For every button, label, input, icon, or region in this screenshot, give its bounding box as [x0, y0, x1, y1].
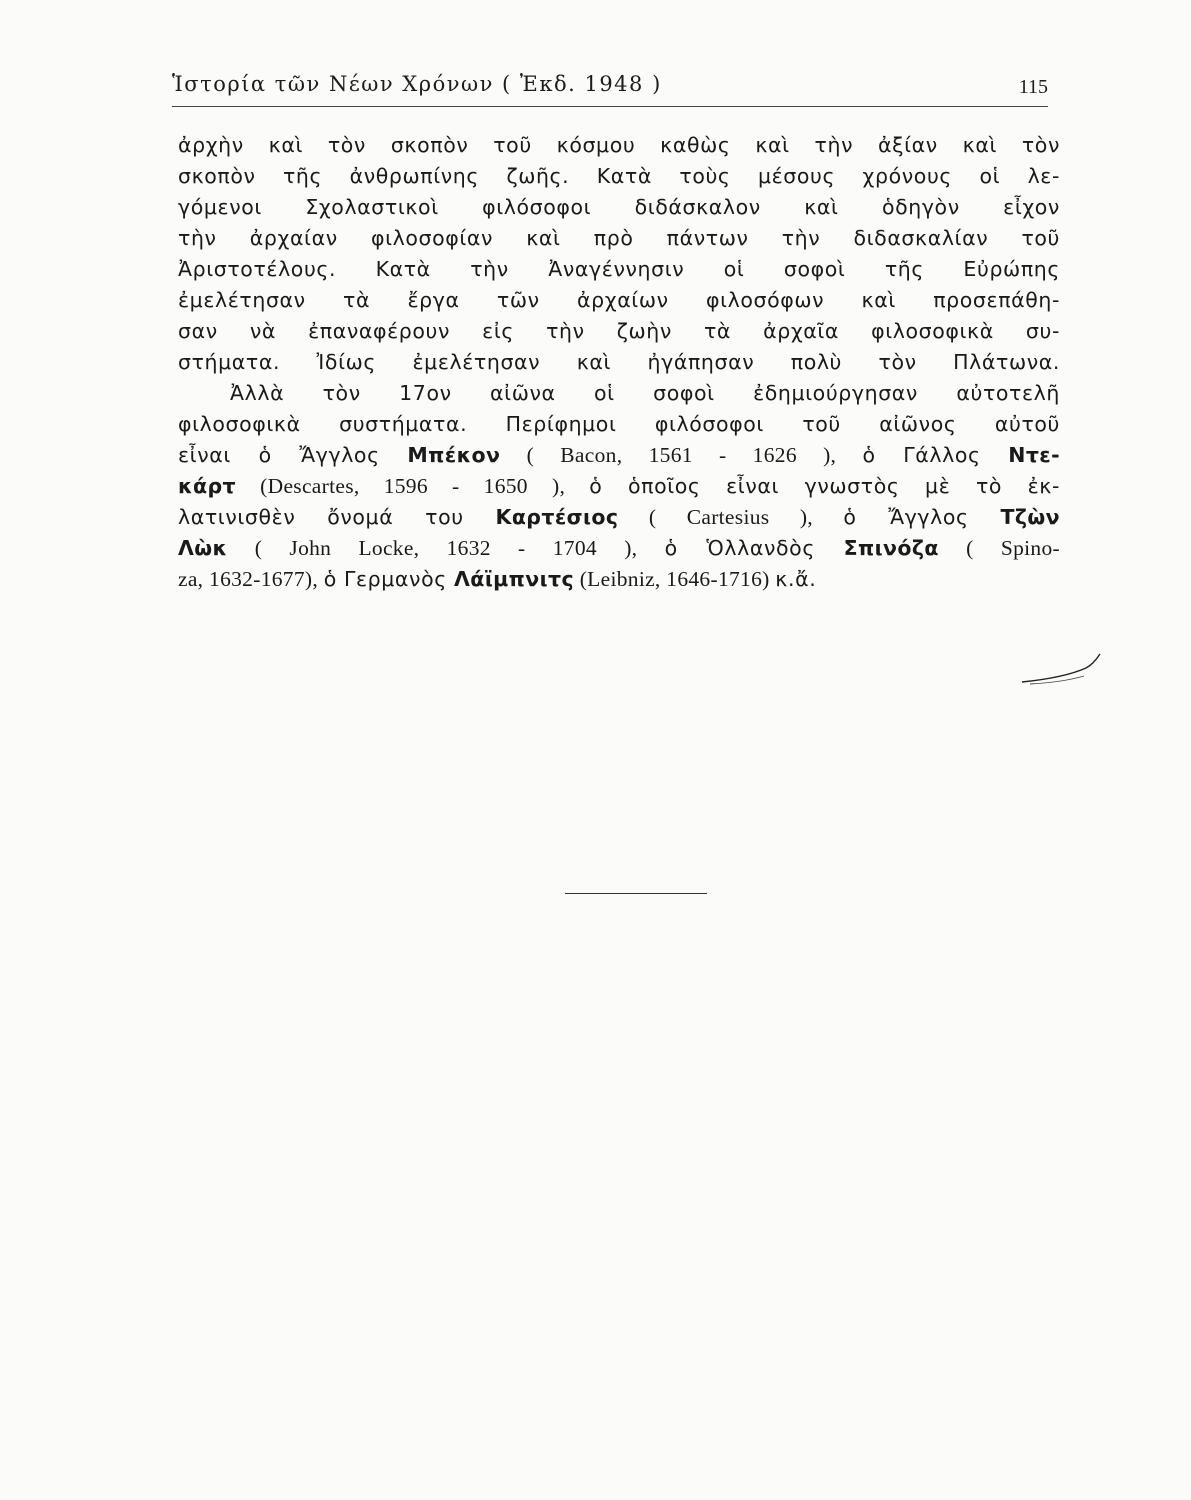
latin-gloss: za, 1632-1677),	[178, 567, 324, 591]
latin-gloss: ( Cartesius ),	[618, 505, 844, 529]
text-line: γόμενοι Σχολαστικοὶ φιλόσοφοι διδάσκαλον καὶ ὁδηγὸν εἶχον	[178, 195, 1060, 219]
header-rule	[172, 106, 1048, 107]
philosopher-name: Καρτέσιος	[495, 505, 619, 529]
text-line	[178, 564, 1060, 595]
latin-gloss: ( John Locke, 1632 - 1704 ),	[227, 536, 665, 560]
body-text	[178, 130, 1060, 595]
text-run: ὁ Ἄγγλος	[843, 505, 1001, 529]
text-line	[178, 502, 1060, 533]
philosopher-name: Λὼκ	[178, 536, 228, 560]
text-line: σαν νὰ ἐπαναφέρουν εἰς τὴν ζωὴν τὰ ἀρχαῖα φιλοσοφικὰ συ-	[178, 319, 1060, 343]
philosopher-name: Λάϊμπνιτς	[454, 567, 575, 591]
end-flourish	[1020, 646, 1102, 686]
text-line: τὴν ἀρχαίαν φιλοσοφίαν καὶ πρὸ πάντων τὴν διδασκαλίαν τοῦ	[178, 226, 1060, 250]
text-line	[178, 471, 1060, 502]
latin-gloss: ( Spino-	[938, 536, 1060, 560]
running-title: Ἱστορία τῶν Νέων Χρόνων ( Ἐκδ. 1948 )	[172, 72, 662, 96]
latin-gloss: (Leibniz, 1646-1716)	[574, 567, 776, 591]
page-header	[172, 66, 1048, 106]
latin-gloss: (Descartes, 1596 - 1650 ),	[236, 474, 590, 498]
text-line: στήματα. Ἰδίως ἐμελέτησαν καὶ ἠγάπησαν πολὺ τὸν Πλάτωνα.	[178, 350, 1060, 374]
philosopher-name: κάρτ	[178, 474, 237, 498]
text-line: σκοπὸν τῆς ἀνθρωπίνης ζωῆς. Κατὰ τοὺς μέσους χρόνους οἱ λε-	[178, 164, 1060, 188]
page-number: 115	[1018, 76, 1048, 98]
philosopher-name: Μπέκον	[407, 443, 501, 467]
text-line: ἐμελέτησαν τὰ ἔργα τῶν ἀρχαίων φιλοσόφων καὶ προσεπάθη-	[178, 288, 1060, 312]
text-line: φιλοσοφικὰ συστήματα. Περίφημοι φιλόσοφοι τοῦ αἰῶνος αὐτοῦ	[178, 412, 1060, 436]
text-run: κ.ἄ.	[775, 567, 817, 591]
text-run: ὁ Γάλλος	[862, 443, 1009, 467]
text-run: λατινισθὲν ὄνομά του	[178, 505, 496, 529]
text-run: εἶναι ὁ Ἄγγλος	[178, 443, 408, 467]
text-line: Ἀριστοτέλους. Κατὰ τὴν Ἀναγέννησιν οἱ σοφοὶ τῆς Εὐρώπης	[178, 257, 1060, 281]
section-end-rule	[565, 893, 707, 894]
text-line	[178, 533, 1060, 564]
text-run: ὁ Γερμανὸς	[323, 567, 454, 591]
text-run: ὁ ὁποῖος εἶναι γνωστὸς μὲ τὸ ἐκ-	[589, 474, 1060, 498]
philosopher-name: Σπινόζα	[843, 536, 939, 560]
text-line: ἀρχὴν καὶ τὸν σκοπὸν τοῦ κόσμου καθὼς καὶ τὴν ἀξίαν καὶ τὸν	[178, 133, 1060, 157]
text-run: ὁ Ὁλλανδὸς	[664, 536, 844, 560]
philosopher-name: Ντε-	[1008, 443, 1061, 467]
text-line	[178, 440, 1060, 471]
latin-gloss: ( Bacon, 1561 - 1626 ),	[500, 443, 863, 467]
paragraph-start-line: Ἀλλὰ τὸν 17ον αἰῶνα οἱ σοφοὶ ἐδημιούργησαν αὐτοτελῆ	[230, 381, 1060, 405]
philosopher-name: Τζὼν	[1000, 505, 1060, 529]
